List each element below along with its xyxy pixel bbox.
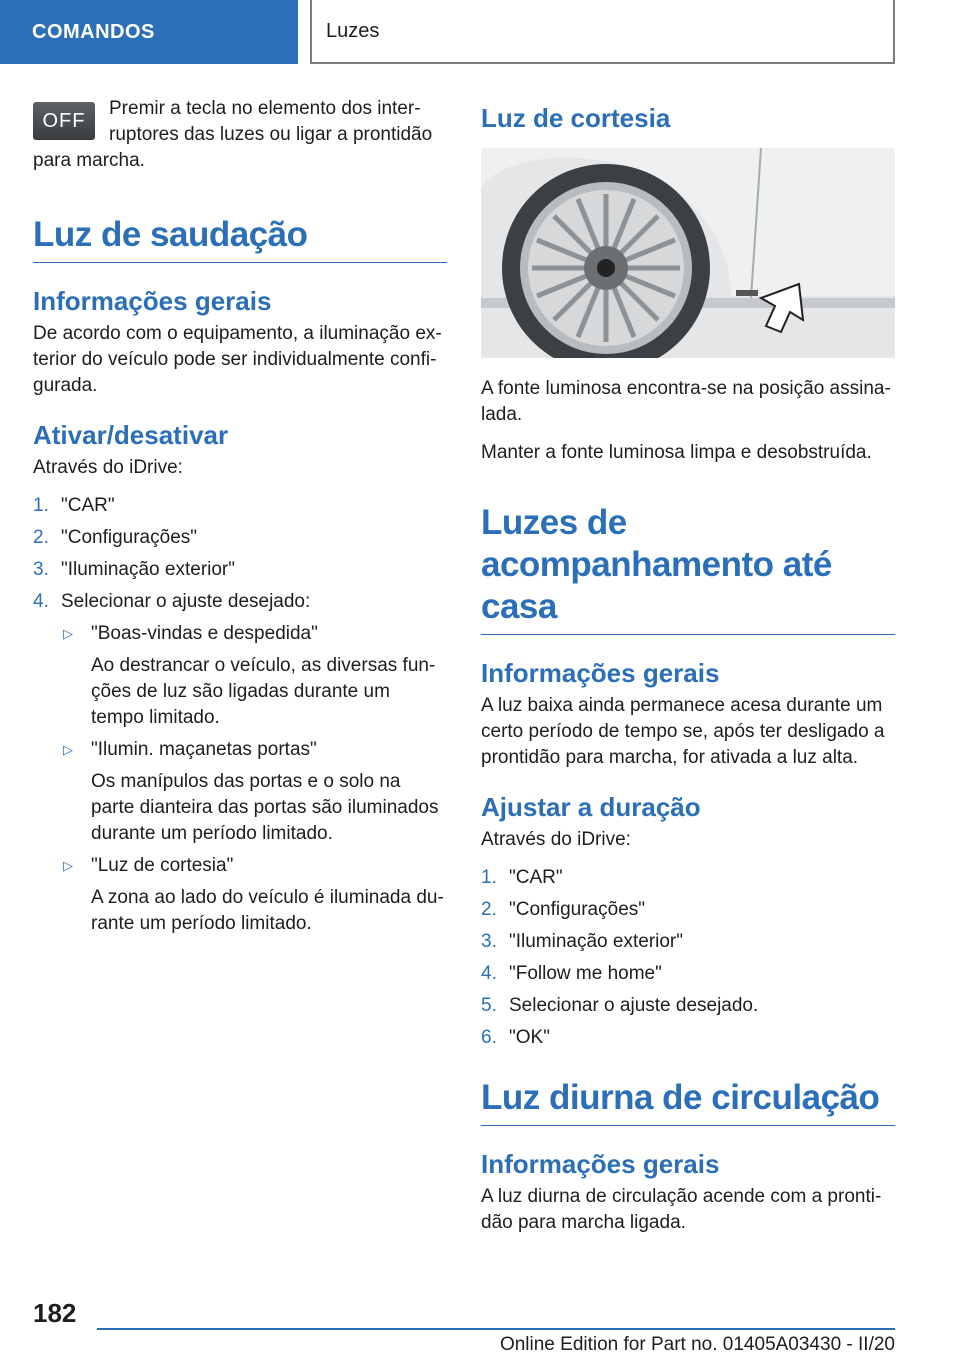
footer-divider — [97, 1328, 895, 1330]
option-description: A zona ao lado do veículo é iluminada durante um período limitado. — [91, 887, 444, 934]
off-text: Premir a tecla no elemento dos interruptores das luzes ou ligar a prontidão para marcha. — [33, 98, 433, 171]
edition-text: Online Edition for Part no. 01405A03430 - II/20 — [499, 1334, 895, 1355]
duration-title: Ajustar a duração — [481, 792, 701, 822]
follow-general-title: Informações gerais — [481, 658, 720, 688]
step-number: 3. — [33, 559, 49, 580]
option-label: "Luz de cortesia" — [91, 855, 234, 876]
via-idrive-text: Através do iDrive: — [481, 829, 631, 850]
general-info-text: De acordo com o equipamento, a iluminação exterior do veículo pode ser individualmente configurada. — [33, 323, 442, 396]
step-number: 5. — [481, 995, 497, 1016]
step-text: "Iluminação exterior" — [509, 931, 684, 952]
list-item — [481, 929, 895, 955]
list-item — [481, 961, 895, 987]
step-number: 1. — [481, 867, 497, 888]
step-number: 2. — [33, 527, 49, 548]
option-item — [61, 853, 447, 937]
general-info-title: Informações gerais — [33, 286, 272, 316]
via-idrive-text: Através do iDrive: — [33, 457, 183, 478]
triangle-bullet-icon: ▷ — [63, 626, 73, 641]
list-item — [33, 557, 447, 583]
welcome-light-title: Luz de saudação — [33, 214, 447, 263]
courtesy-text-1: A fonte luminosa encontra-se na posição assinalada. — [481, 378, 891, 425]
step-number: 6. — [481, 1027, 497, 1048]
step-text: Selecionar o ajuste desejado: — [61, 591, 311, 612]
off-instruction — [33, 96, 447, 174]
list-item — [481, 993, 895, 1019]
section-tab: COMANDOS — [0, 0, 298, 64]
step-number: 1. — [33, 495, 49, 516]
courtesy-text-2: Manter a fonte luminosa limpa e desobstruída. — [481, 442, 872, 463]
list-item — [33, 525, 447, 551]
options-list — [61, 621, 447, 937]
step-text: Selecionar o ajuste desejado. — [509, 995, 759, 1016]
list-item — [33, 589, 447, 937]
daytime-light-title: Luz diurna de circulação — [481, 1077, 895, 1126]
option-description: Os manípulos das portas e o solo na parte dianteira das portas são iluminados durante um período limitado. — [91, 771, 439, 844]
steps-list — [33, 493, 447, 937]
step-number: 2. — [481, 899, 497, 920]
triangle-bullet-icon: ▷ — [63, 858, 73, 873]
step-number: 4. — [481, 963, 497, 984]
topic-tab: Luzes — [310, 0, 895, 64]
option-description: Ao destrancar o veículo, as diversas funções de luz são ligadas durante um tempo limitado. — [91, 655, 436, 728]
follow-home-title: Luzes de acompanhamento até casa — [481, 502, 895, 635]
triangle-bullet-icon: ▷ — [63, 742, 73, 757]
option-label: "Ilumin. maçanetas portas" — [91, 739, 317, 760]
drl-general-text: A luz diurna de circulação acende com a prontidão para marcha ligada. — [481, 1186, 882, 1233]
step-text: "Iluminação exterior" — [61, 559, 236, 580]
step-number: 3. — [481, 931, 497, 952]
left-column — [33, 96, 447, 943]
list-item — [481, 1025, 895, 1051]
follow-general-text: A luz baixa ainda permanece acesa durante um certo período de tempo se, após ter desligado a prontidão para marcha, for ativada a luz alta. — [481, 695, 885, 768]
page-number: 182 — [33, 1298, 77, 1328]
step-text: "OK" — [509, 1027, 550, 1048]
list-item — [481, 897, 895, 923]
step-number: 4. — [33, 591, 49, 612]
option-item — [61, 621, 447, 731]
courtesy-light-illustration — [481, 148, 895, 358]
option-label: "Boas-vindas e despedida" — [91, 623, 318, 644]
step-text: "Follow me home" — [509, 963, 662, 984]
step-text: "Configurações" — [509, 899, 646, 920]
step-text: "Configurações" — [61, 527, 198, 548]
option-item — [61, 737, 447, 847]
courtesy-light-title: Luz de cortesia — [481, 103, 671, 133]
step-text: "CAR" — [509, 867, 563, 888]
step-text: "CAR" — [61, 495, 115, 516]
list-item — [33, 493, 447, 519]
toggle-title: Ativar/desativar — [33, 420, 229, 450]
right-column — [481, 96, 895, 1236]
list-item — [481, 865, 895, 891]
drl-general-title: Informações gerais — [481, 1149, 720, 1179]
off-key-icon: OFF — [33, 102, 95, 140]
duration-steps-list — [481, 865, 895, 1051]
